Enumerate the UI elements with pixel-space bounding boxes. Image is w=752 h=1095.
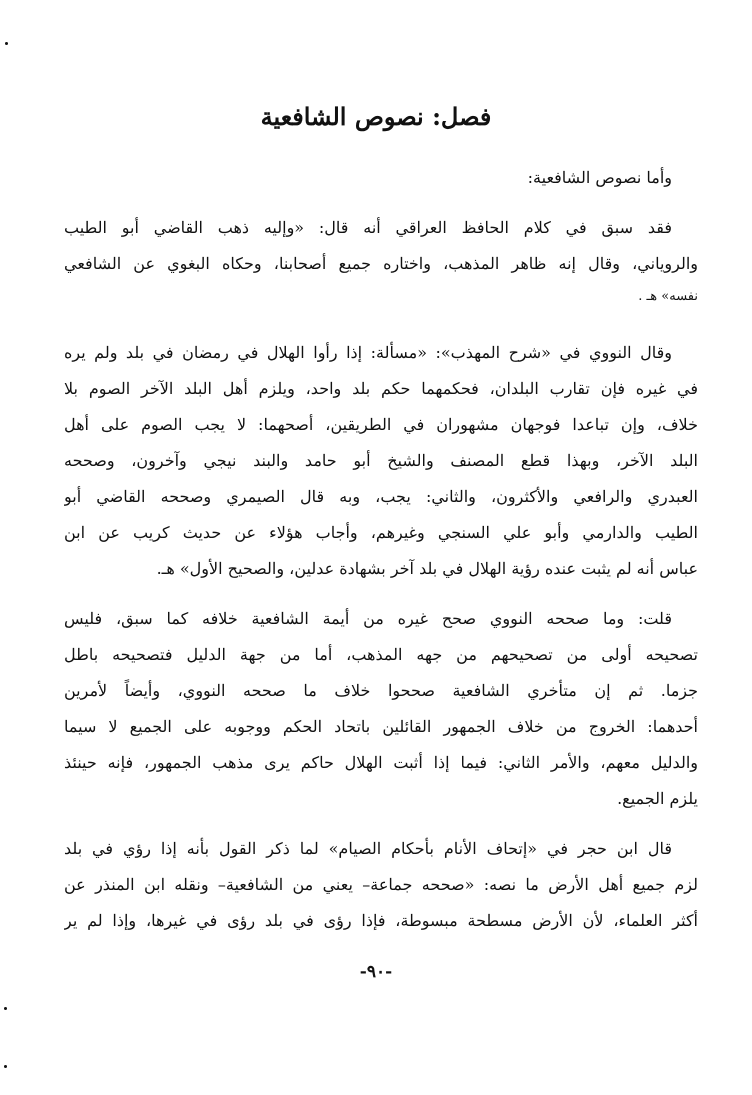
paragraph-author-comment bbox=[64, 601, 698, 817]
scan-speck bbox=[4, 1065, 7, 1068]
text-line: عباس أنه لم يثبت عنده رؤية الهلال في بلد آخر بشهادة عدلين، والصحيح الأول» هـ. bbox=[156, 559, 698, 578]
text-line: نفسه» هـ . bbox=[638, 289, 698, 304]
text-line: قال ابن حجر في «إتحاف الأنام بأحكام الصيام» لما ذكر القول بأنه إذا رؤي في بلد bbox=[64, 839, 672, 858]
body-text bbox=[64, 160, 698, 939]
page-number: -٩٠- bbox=[359, 962, 393, 982]
text-line: جزما. ثم إن متأخري الشافعية صححوا خلاف ما صححه النووي، وأيضاً لأمرين bbox=[64, 681, 698, 700]
text-line: أكثر العلماء، لأن الأرض مسطحة مبسوطة، فإذا رؤى في بلد رؤى في غيرها، وإذا لم ير bbox=[64, 911, 698, 930]
paragraph-intro bbox=[64, 160, 698, 196]
text-line: وأما نصوص الشافعية: bbox=[527, 168, 672, 187]
text-line: تصحيحه أولى من تصحيحهم من جهه المذهب، أما من جهة الدليل فتصحيحه باطل bbox=[64, 645, 698, 664]
text-line: لزم جميع أهل الأرض ما نصه: «صححه جماعة– يعني من الشافعية– ونقله ابن المنذر عن bbox=[64, 875, 698, 894]
text-line: أحدهما: الخروج من خلاف الجمهور القائلين باتحاد الحكم ووجوبه على الجميع لا سيما bbox=[64, 717, 698, 736]
text-line: الطيب والدارمي وأبو علي السنجي وغيرهم، وأجاب هؤلاء عن حديث كريب عن ابن bbox=[64, 523, 698, 542]
paragraph-iraqi-quote bbox=[64, 210, 698, 312]
text-line: وقال النووي في «شرح المهذب»: «مسألة: إذا رأوا الهلال في رمضان في بلد ولم يره bbox=[64, 343, 672, 362]
text-line: العبدري والرافعي والأكثرون، والثاني: يجب، وبه قال الصيمري وصححه القاضي أبو bbox=[64, 487, 698, 506]
text-line: خلاف، وإن تباعدا فوجهان مشهوران في الطريقين، أصحهما: لا يجب الصوم على أهل bbox=[64, 415, 698, 434]
paragraph-ibn-hajar-quote bbox=[64, 831, 698, 939]
scan-speck bbox=[5, 42, 8, 45]
text-line: فقد سبق في كلام الحافظ العراقي أنه قال: «وإليه ذهب القاضي أبو الطيب bbox=[64, 218, 672, 237]
text-line: قلت: وما صححه النووي صحح غيره من أيمة الشافعية خلافه كما سبق، فليس bbox=[64, 609, 672, 628]
text-line: في غيره فإن تقارب البلدان، فحكمهما حكم بلد واحد، ويلزم أهل البلد الآخر الصوم بلا bbox=[64, 379, 698, 398]
text-line: والدليل معهم، والأمر الثاني: فيما إذا أثبت الهلال حاكم يرى مذهب الجمهور، فإنه حينئذ bbox=[64, 753, 698, 772]
section-title: فصل: نصوص الشافعية bbox=[260, 102, 492, 131]
text-line: يلزم الجميع. bbox=[617, 789, 698, 808]
text-line: البلد الآخر، وبهذا قطع المصنف والشيخ أبو حامد والبند نيجي وآخرون، وصححه bbox=[64, 451, 698, 470]
scan-speck bbox=[4, 1007, 7, 1010]
paragraph-nawawi-quote bbox=[64, 335, 698, 587]
text-line: والروياني، وقال إنه ظاهر المذهب، واختاره جميع أصحابنا، وحكاه البغوي عن الشافعي bbox=[64, 254, 698, 273]
